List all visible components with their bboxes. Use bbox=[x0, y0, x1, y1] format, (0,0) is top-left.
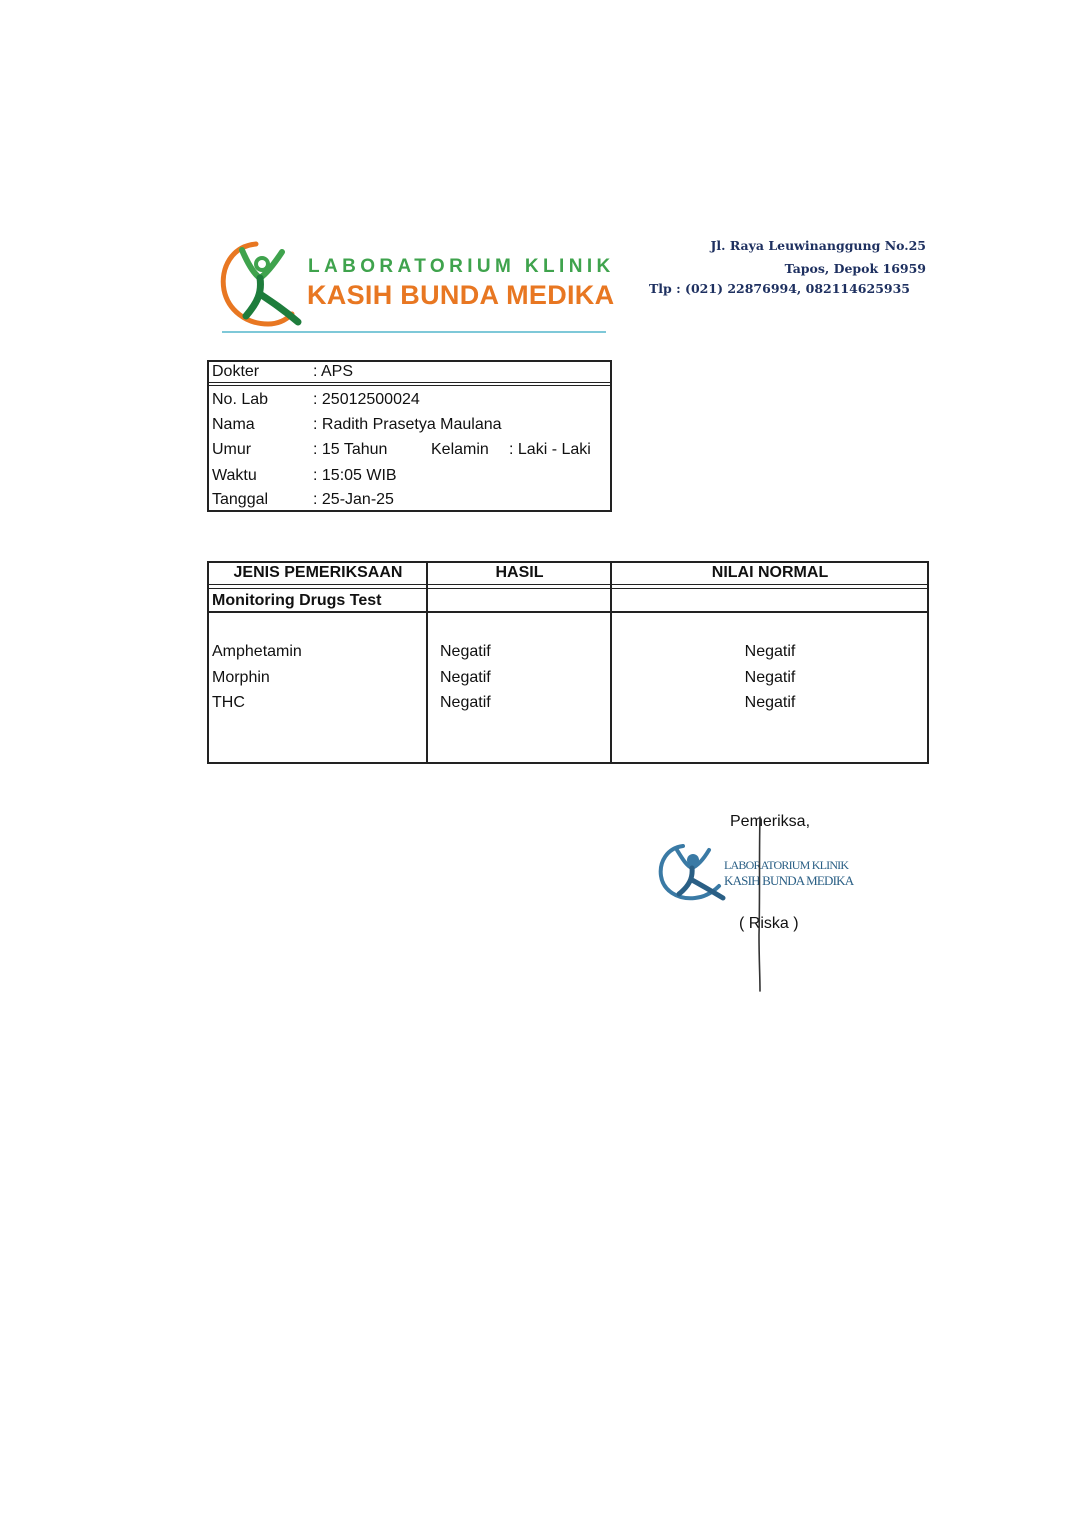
age-label: Umur bbox=[212, 441, 252, 458]
test-name: Amphetamin bbox=[212, 643, 302, 660]
logo-title-line1: LABORATORIUM KLINIK bbox=[308, 256, 615, 277]
clinic-stamp-icon bbox=[657, 842, 727, 902]
time-value: : 15:05 WIB bbox=[313, 467, 397, 484]
lab-no-label: No. Lab bbox=[212, 391, 269, 408]
name-value: : Radith Prasetya Maulana bbox=[313, 416, 502, 433]
stamp-text-line2: KASIH BUNDA MEDIKA bbox=[724, 873, 854, 888]
signer-name: ( Riska ) bbox=[739, 915, 799, 932]
lab-no-value: : 25012500024 bbox=[313, 391, 420, 408]
test-normal: Negatif bbox=[744, 643, 796, 660]
stamp-text-line1: LABORATORIUM KLINIK bbox=[724, 858, 849, 872]
sex-label: Kelamin bbox=[431, 441, 489, 458]
results-section-divider bbox=[207, 611, 929, 613]
name-label: Nama bbox=[212, 416, 255, 433]
time-label: Waktu bbox=[212, 467, 257, 484]
examiner-label: Pemeriksa, bbox=[730, 813, 811, 830]
date-label: Tanggal bbox=[212, 491, 269, 508]
results-col-divider bbox=[426, 561, 428, 764]
logo-title-line2: KASIH BUNDA MEDIKA bbox=[307, 280, 615, 310]
address-city: Tapos, Depok 16959 bbox=[784, 261, 926, 276]
test-result: Negatif bbox=[440, 694, 491, 711]
test-name: Morphin bbox=[212, 669, 270, 686]
clinic-logo-icon bbox=[216, 238, 302, 330]
results-col-divider bbox=[610, 561, 612, 764]
col-header-normal: NILAI NORMAL bbox=[711, 564, 829, 581]
test-normal: Negatif bbox=[744, 669, 796, 686]
patient-info-divider bbox=[207, 382, 612, 386]
age-value: : 15 Tahun bbox=[313, 441, 388, 458]
col-header-test: JENIS PEMERIKSAAN bbox=[233, 564, 403, 581]
test-normal: Negatif bbox=[744, 694, 796, 711]
header-divider bbox=[222, 331, 606, 333]
section-title: Monitoring Drugs Test bbox=[212, 592, 382, 609]
test-result: Negatif bbox=[440, 669, 491, 686]
test-name: THC bbox=[212, 694, 245, 711]
col-header-result: HASIL bbox=[495, 564, 544, 581]
doctor-value: : APS bbox=[313, 363, 354, 380]
address-street: Jl. Raya Leuwinanggung No.25 bbox=[710, 238, 926, 253]
date-value: : 25-Jan-25 bbox=[313, 491, 394, 508]
doctor-label: Dokter bbox=[212, 363, 260, 380]
results-header-divider bbox=[207, 584, 929, 585]
sex-value: : Laki - Laki bbox=[509, 441, 591, 458]
address-phone: Tlp : (021) 22876994, 082114625935 bbox=[648, 281, 910, 296]
test-result: Negatif bbox=[440, 643, 491, 660]
results-header-divider bbox=[207, 588, 929, 589]
handwritten-signature bbox=[740, 815, 780, 995]
